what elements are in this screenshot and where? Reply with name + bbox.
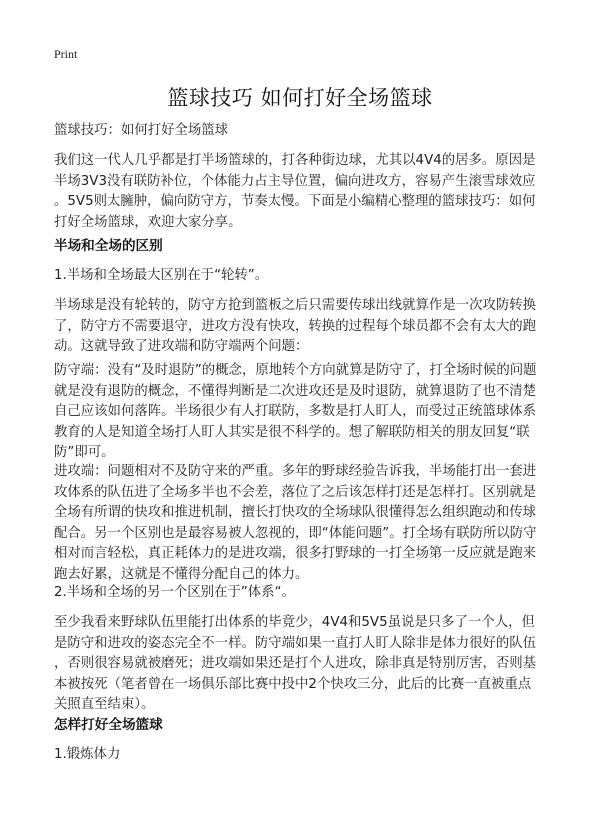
- paragraph-line: 跑去好累，这就是不懂得分配自己的体力。: [54, 566, 309, 582]
- subtitle-text: 篮球技巧：如何打好全场篮球: [54, 123, 229, 138]
- paragraph-line: 就是没有退防的概念，不懂得判断是二次进攻还是及时退防，就算退防了也不清楚: [54, 383, 537, 399]
- intro-line: 半场3V3没有联防补位，个体能力占主导位置，偏向进攻方，容易产生滚雪球效应: [54, 173, 536, 189]
- paragraph-line: 攻体系的队伍进了全场多半也不会差，落位了之后该怎样打还是怎样打。区别就是: [54, 484, 537, 500]
- print-label: Print: [54, 47, 78, 61]
- paragraph-line: 是防守和进攻的姿态完全不一样。防守端如果一直打人盯人除非是体力很好的队伍: [54, 635, 537, 651]
- paragraph-offense: [54, 462, 564, 585]
- paragraph-half-court: [54, 296, 564, 358]
- paragraph-line: 防守端：没有“及时退防”的概念，原地转个方向就算是防守了，打全场时候的问题: [54, 363, 537, 378]
- paragraph-line: 相对而言轻松，真正耗体力的是进攻端，很多打野球的一打全场第一反应就是跑来: [54, 546, 537, 561]
- paragraph-line: 本被按死（笔者曾在一场俱乐部比赛中投中2个快攻三分，此后的比赛一直被重点: [54, 676, 532, 692]
- section-heading-difference: [54, 236, 564, 257]
- intro-line: 打好全场篮球，欢迎大家分享。: [54, 214, 242, 230]
- paragraph-line: 至少我看来野球队伍里能打出体系的毕竟少，4V4和5V5虽说是只多了一个人，但: [54, 615, 535, 630]
- paragraph-line: 了，防守方不需要退守，进攻方没有快攻，转换的过程每个球员都不会有太大的跑: [54, 318, 537, 334]
- point-text: 1.锻炼体力: [54, 747, 121, 762]
- section-heading-text: 怎样打好全场篮球: [54, 717, 163, 733]
- intro-line: 我们这一代人几乎都是打半场篮球的，打各种街边球，尤其以4V4的居多。原因是: [54, 153, 536, 168]
- point-3: [54, 745, 564, 766]
- intro-paragraph: [54, 151, 564, 233]
- subtitle: [54, 121, 564, 142]
- section-heading-text: 半场和全场的区别: [54, 238, 163, 254]
- paragraph-line: 防”即可。: [54, 445, 115, 460]
- paragraph-line: 进攻端：问题相对不及防守来的严重。多年的野球经验告诉我，半场能打出一套进: [54, 464, 537, 479]
- paragraph-line: 关照直至结束）。: [54, 697, 155, 712]
- paragraph-line: 自己应该如何落阵。半场很少有人打联防，多数是打人盯人，而受过正统篮球体系: [54, 404, 537, 419]
- point-text: 1.半场和全场最大区别在于“轮转”。: [54, 268, 269, 283]
- paragraph-line: ，否则很容易就被磨死；进攻端如果还是打个人进攻，除非真是特别厉害，否则基: [54, 656, 537, 671]
- paragraph-system: [54, 613, 564, 716]
- paragraph-line: 配合。另一个区别也是最容易被人忽视的，即“体能问题”。打全场有联防所以防守: [54, 525, 537, 541]
- paragraph-line: 动。这就导致了进攻端和防守端两个问题：: [54, 339, 309, 354]
- intro-line: 。5V5则太臃肿，偏向防守方，节奏太慢。下面是小编精心整理的篮球技巧：如何: [54, 194, 536, 209]
- point-2: [54, 583, 564, 604]
- document-title: 篮球技巧 如何打好全场篮球: [167, 86, 433, 110]
- section-heading-how-to: [54, 715, 564, 736]
- point-text: 2.半场和全场的另一个区别在于”体系“。: [54, 585, 295, 600]
- paragraph-defense: [54, 361, 564, 464]
- paragraph-line: 半场球是没有轮转的，防守方抢到篮板之后只需要传球出线就算作是一次攻防转换: [54, 298, 537, 313]
- point-1: [54, 266, 564, 287]
- paragraph-line: 教育的人是知道全场打人盯人其实是很不科学的。想了解联防相关的朋友回复“联: [54, 424, 530, 440]
- paragraph-line: 全场有所谓的快攻和推进机制，擅长打快攻的全场球队很懂得怎么组织跑动和传球: [54, 505, 537, 520]
